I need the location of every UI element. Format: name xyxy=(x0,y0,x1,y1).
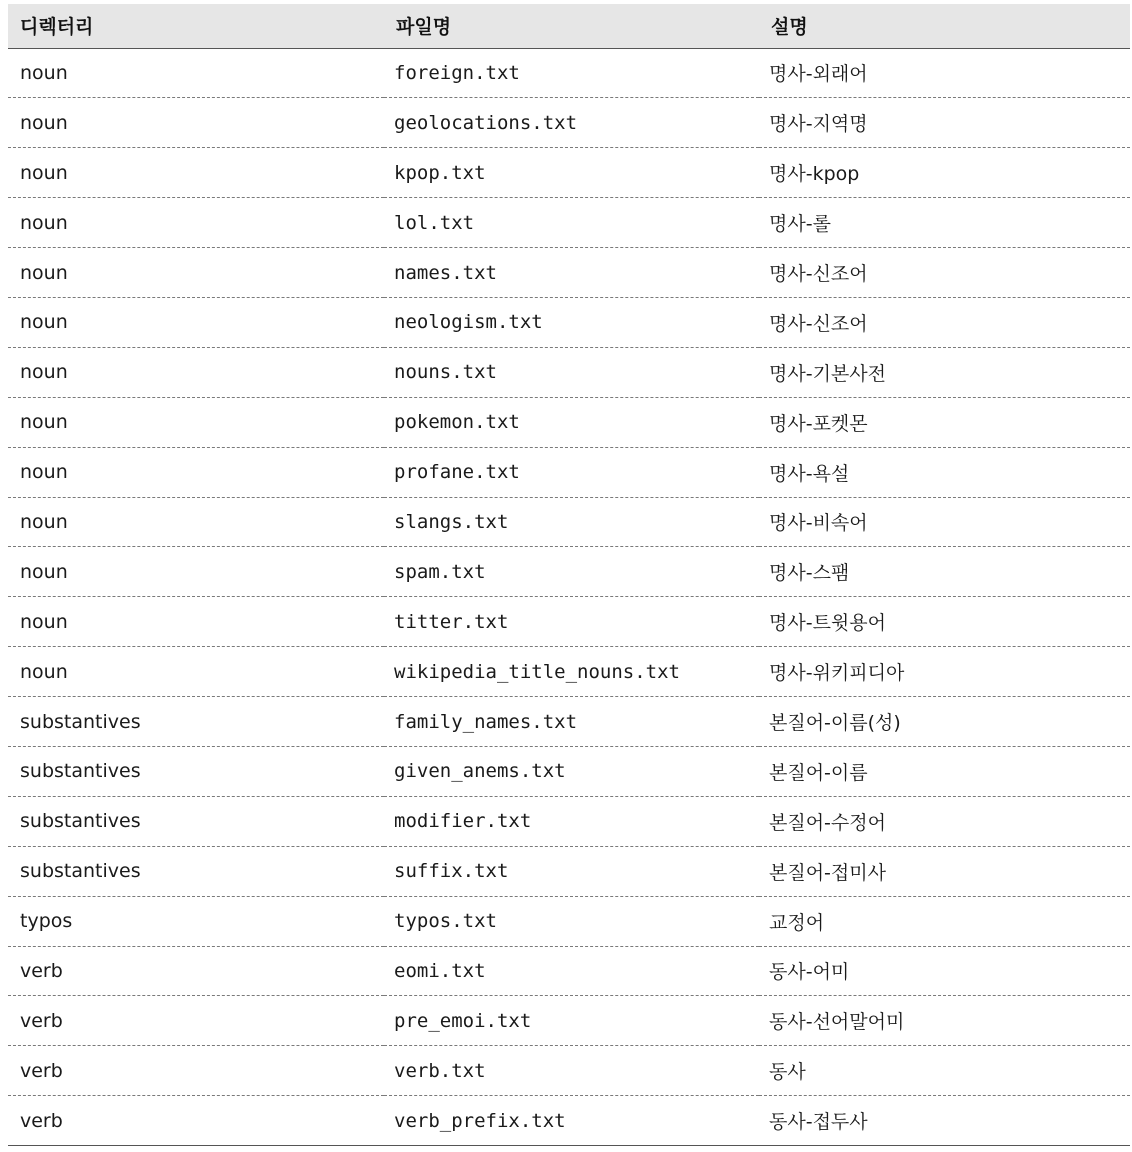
table-row xyxy=(8,647,1130,697)
cell-filename: wikipedia_title_nouns.txt xyxy=(384,647,759,697)
cell-description: 동사 xyxy=(759,1046,1130,1096)
cell-filename: geolocations.txt xyxy=(384,98,759,148)
table-row xyxy=(8,996,1130,1046)
cell-description: 명사-욕설 xyxy=(759,447,1130,497)
table-row xyxy=(8,347,1130,397)
table-row xyxy=(8,946,1130,996)
cell-directory: verb xyxy=(8,996,384,1046)
cell-description: 명사-위키피디아 xyxy=(759,647,1130,697)
cell-description: 명사-신조어 xyxy=(759,297,1130,347)
cell-description: 명사-트윗용어 xyxy=(759,597,1130,647)
dictionary-file-table-container xyxy=(8,4,1130,1146)
cell-directory: noun xyxy=(8,597,384,647)
table-row xyxy=(8,297,1130,347)
table-header xyxy=(8,4,1130,48)
cell-filename: names.txt xyxy=(384,248,759,298)
cell-filename: suffix.txt xyxy=(384,846,759,896)
cell-directory: noun xyxy=(8,497,384,547)
table-row xyxy=(8,397,1130,447)
cell-directory: substantives xyxy=(8,746,384,796)
cell-directory: noun xyxy=(8,297,384,347)
cell-description: 명사-포켓몬 xyxy=(759,397,1130,447)
cell-directory: noun xyxy=(8,198,384,248)
table-row xyxy=(8,597,1130,647)
table-row xyxy=(8,198,1130,248)
cell-directory: verb xyxy=(8,1096,384,1146)
cell-filename: kpop.txt xyxy=(384,148,759,198)
header-description: 설명 xyxy=(759,4,1130,48)
table-row xyxy=(8,497,1130,547)
cell-filename: typos.txt xyxy=(384,896,759,946)
cell-directory: substantives xyxy=(8,796,384,846)
cell-directory: noun xyxy=(8,397,384,447)
cell-directory: noun xyxy=(8,248,384,298)
cell-filename: pokemon.txt xyxy=(384,397,759,447)
table-row xyxy=(8,447,1130,497)
cell-directory: substantives xyxy=(8,846,384,896)
cell-filename: family_names.txt xyxy=(384,697,759,747)
table-row xyxy=(8,796,1130,846)
table-row xyxy=(8,547,1130,597)
cell-directory: verb xyxy=(8,1046,384,1096)
header-filename: 파일명 xyxy=(384,4,759,48)
cell-filename: modifier.txt xyxy=(384,796,759,846)
cell-directory: noun xyxy=(8,48,384,98)
cell-filename: spam.txt xyxy=(384,547,759,597)
cell-description: 동사-어미 xyxy=(759,946,1130,996)
cell-directory: noun xyxy=(8,547,384,597)
table-row xyxy=(8,896,1130,946)
cell-directory: noun xyxy=(8,347,384,397)
cell-directory: substantives xyxy=(8,697,384,747)
cell-description: 본질어-이름 xyxy=(759,746,1130,796)
cell-description: 명사-롤 xyxy=(759,198,1130,248)
cell-description: 교정어 xyxy=(759,896,1130,946)
cell-filename: profane.txt xyxy=(384,447,759,497)
table-row xyxy=(8,98,1130,148)
cell-description: 명사-스팸 xyxy=(759,547,1130,597)
cell-filename: neologism.txt xyxy=(384,297,759,347)
cell-description: 명사-신조어 xyxy=(759,248,1130,298)
table-row xyxy=(8,1046,1130,1096)
cell-directory: noun xyxy=(8,647,384,697)
cell-filename: lol.txt xyxy=(384,198,759,248)
table-row xyxy=(8,48,1130,98)
cell-filename: verb.txt xyxy=(384,1046,759,1096)
cell-description: 본질어-접미사 xyxy=(759,846,1130,896)
header-directory: 디렉터리 xyxy=(8,4,384,48)
table-body xyxy=(8,48,1130,1146)
cell-description: 명사-지역명 xyxy=(759,98,1130,148)
table-header-row xyxy=(8,4,1130,48)
table-row xyxy=(8,148,1130,198)
table-row xyxy=(8,1096,1130,1146)
cell-description: 동사-접두사 xyxy=(759,1096,1130,1146)
cell-filename: verb_prefix.txt xyxy=(384,1096,759,1146)
cell-filename: eomi.txt xyxy=(384,946,759,996)
cell-filename: foreign.txt xyxy=(384,48,759,98)
cell-filename: titter.txt xyxy=(384,597,759,647)
cell-description: 본질어-이름(성) xyxy=(759,697,1130,747)
cell-description: 명사-kpop xyxy=(759,148,1130,198)
table-row xyxy=(8,746,1130,796)
cell-filename: slangs.txt xyxy=(384,497,759,547)
cell-directory: noun xyxy=(8,98,384,148)
table-row xyxy=(8,846,1130,896)
cell-directory: noun xyxy=(8,447,384,497)
cell-description: 명사-기본사전 xyxy=(759,347,1130,397)
cell-directory: verb xyxy=(8,946,384,996)
cell-directory: typos xyxy=(8,896,384,946)
cell-description: 명사-비속어 xyxy=(759,497,1130,547)
cell-directory: noun xyxy=(8,148,384,198)
cell-filename: given_anems.txt xyxy=(384,746,759,796)
cell-filename: pre_emoi.txt xyxy=(384,996,759,1046)
dictionary-file-table xyxy=(8,4,1130,1146)
cell-description: 본질어-수정어 xyxy=(759,796,1130,846)
table-row xyxy=(8,697,1130,747)
cell-filename: nouns.txt xyxy=(384,347,759,397)
table-row xyxy=(8,248,1130,298)
cell-description: 명사-외래어 xyxy=(759,48,1130,98)
cell-description: 동사-선어말어미 xyxy=(759,996,1130,1046)
